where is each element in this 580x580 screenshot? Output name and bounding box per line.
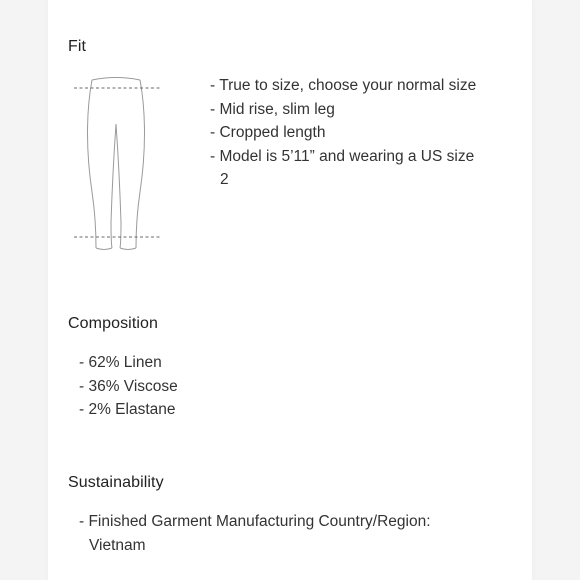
fit-list [210,74,510,192]
list-item-continuation: 2 [220,171,229,188]
list-item: - Mid rise, slim leg [210,100,335,118]
sustainability-list [79,510,431,557]
product-details-panel [48,0,532,580]
list-item: - 2% Elastane [79,401,176,418]
list-item: - Model is 5’11” and wearing a US size [210,147,475,165]
leggings-diagram-icon [74,72,164,254]
list-item-continuation: Vietnam [89,536,146,554]
composition-list [79,351,178,422]
sustainability-heading: Sustainability [68,474,164,491]
fit-heading: Fit [68,38,87,55]
list-item: - True to size, choose your normal size [210,77,477,94]
list-item: - 36% Viscose [79,377,178,395]
composition-heading: Composition [68,315,159,332]
list-item: - 62% Linen [79,354,162,371]
list-item: - Finished Garment Manufacturing Country/Region: [79,513,431,530]
list-item: - Cropped length [210,124,326,141]
